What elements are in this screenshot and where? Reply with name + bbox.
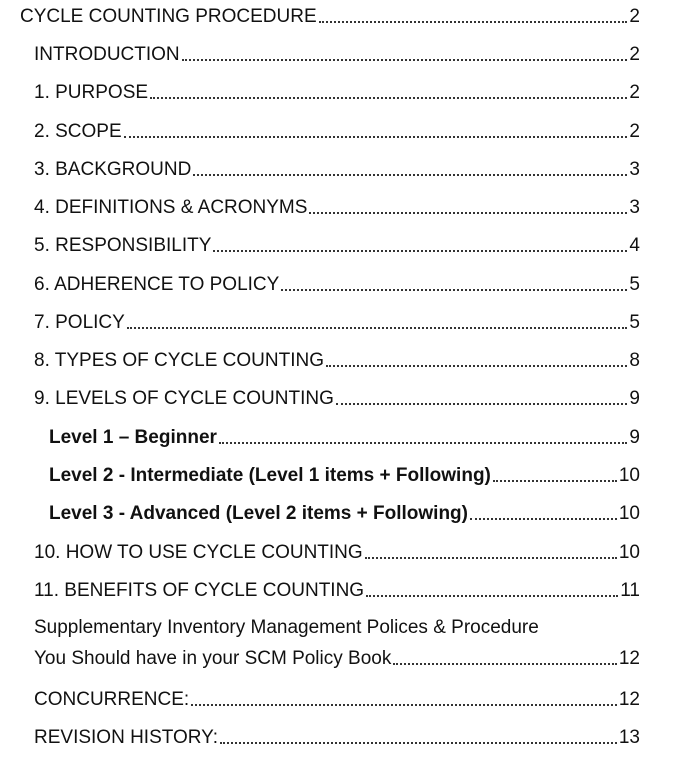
toc-entry-line-2 (34, 648, 640, 670)
toc-entry-cycle-counting-procedure[interactable] (20, 2, 640, 28)
toc-entry-title: 2. SCOPE (34, 121, 122, 142)
toc-entry-level-3-advanced[interactable] (49, 499, 640, 525)
toc-dot-leader (213, 250, 627, 252)
toc-entry-title: 8. TYPES OF CYCLE COUNTING (34, 350, 324, 371)
toc-dot-leader (127, 327, 628, 329)
toc-entry-level-2-intermediate[interactable] (49, 461, 640, 487)
toc-entry-supplementary-policies[interactable] (34, 617, 640, 670)
toc-dot-leader (150, 97, 627, 99)
toc-dot-leader (124, 136, 628, 138)
toc-page-number: 10 (618, 542, 640, 563)
toc-page-number: 2 (629, 82, 640, 103)
toc-entry-level-1-beginner[interactable] (49, 423, 640, 449)
toc-dot-leader (281, 289, 627, 291)
toc-entry-types-of-cycle-counting[interactable] (34, 346, 640, 372)
toc-page-number: 5 (629, 274, 640, 295)
toc-dot-leader (470, 518, 617, 520)
toc-entry-scope[interactable] (34, 117, 640, 143)
toc-page-number: 12 (618, 648, 640, 669)
toc-page-number: 2 (629, 6, 640, 27)
toc-page-number: 13 (618, 727, 640, 748)
toc-dot-leader (336, 403, 628, 405)
toc-entry-title: 9. LEVELS OF CYCLE COUNTING (34, 388, 334, 409)
toc-entry-introduction[interactable] (34, 40, 640, 66)
toc-entry-revision-history[interactable] (34, 723, 640, 749)
toc-dot-leader (319, 21, 628, 23)
toc-entry-responsibility[interactable] (34, 231, 640, 257)
toc-entry-title: INTRODUCTION (34, 44, 180, 65)
toc-page-number: 10 (618, 503, 640, 524)
toc-entry-policy[interactable] (34, 308, 640, 334)
toc-entry-concurrence[interactable] (34, 685, 640, 711)
toc-dot-leader (193, 174, 627, 176)
toc-entry-adherence-to-policy[interactable] (34, 270, 640, 296)
toc-entry-title: 6. ADHERENCE TO POLICY (34, 274, 280, 295)
toc-entry-title: 4. DEFINITIONS & ACRONYMS (34, 197, 308, 218)
toc-entry-purpose[interactable] (34, 78, 640, 104)
toc-entry-how-to-use-cycle-counting[interactable] (34, 538, 640, 564)
toc-page-number: 3 (629, 197, 640, 218)
toc-page-number: 2 (629, 121, 640, 142)
toc-entry-title: Level 1 – Beginner (49, 427, 217, 448)
toc-entry-title: 3. BACKGROUND (34, 159, 192, 180)
toc-entry-background[interactable] (34, 155, 640, 181)
toc-page-number: 12 (618, 689, 640, 710)
toc-dot-leader (220, 742, 617, 744)
toc-page-number: 3 (629, 159, 640, 180)
toc-dot-leader (309, 212, 627, 214)
toc-dot-leader (393, 663, 617, 665)
toc-dot-leader (366, 595, 618, 597)
toc-entry-levels-of-cycle-counting[interactable] (34, 384, 640, 410)
toc-page-number: 9 (629, 388, 640, 409)
toc-page-number: 4 (629, 235, 640, 256)
toc-entry-title: 11. BENEFITS OF CYCLE COUNTING (34, 580, 365, 601)
toc-entry-title-line-1: Supplementary Inventory Management Polices & Procedure (34, 617, 539, 638)
toc-dot-leader (191, 704, 617, 706)
toc-page-number: 2 (629, 44, 640, 65)
toc-entry-title: 7. POLICY (34, 312, 125, 333)
toc-entry-benefits-of-cycle-counting[interactable] (34, 576, 640, 602)
toc-entry-title: Level 2 - Intermediate (Level 1 items + Following) (49, 465, 491, 486)
toc-page-number: 11 (620, 580, 640, 601)
toc-dot-leader (493, 480, 617, 482)
toc-entry-title: Level 3 - Advanced (Level 2 items + Following) (49, 503, 468, 524)
toc-dot-leader (365, 557, 617, 559)
toc-entry-title: 1. PURPOSE (34, 82, 149, 103)
toc-page-number: 9 (629, 427, 640, 448)
toc-page-number: 8 (629, 350, 640, 371)
toc-dot-leader (326, 365, 627, 367)
toc-page-number: 5 (629, 312, 640, 333)
toc-entry-title: 10. HOW TO USE CYCLE COUNTING (34, 542, 363, 563)
toc-entry-title: REVISION HISTORY: (34, 727, 219, 748)
toc-page-number: 10 (618, 465, 640, 486)
toc-entry-title: 5. RESPONSIBILITY (34, 235, 212, 256)
toc-entry-title-line-2: You Should have in your SCM Policy Book (34, 648, 392, 669)
toc-entry-definitions-acronyms[interactable] (34, 193, 640, 219)
toc-dot-leader (219, 442, 628, 444)
toc-entry-title: CONCURRENCE: (34, 689, 190, 710)
toc-entry-title: CYCLE COUNTING PROCEDURE (20, 6, 317, 27)
toc-dot-leader (182, 59, 628, 61)
